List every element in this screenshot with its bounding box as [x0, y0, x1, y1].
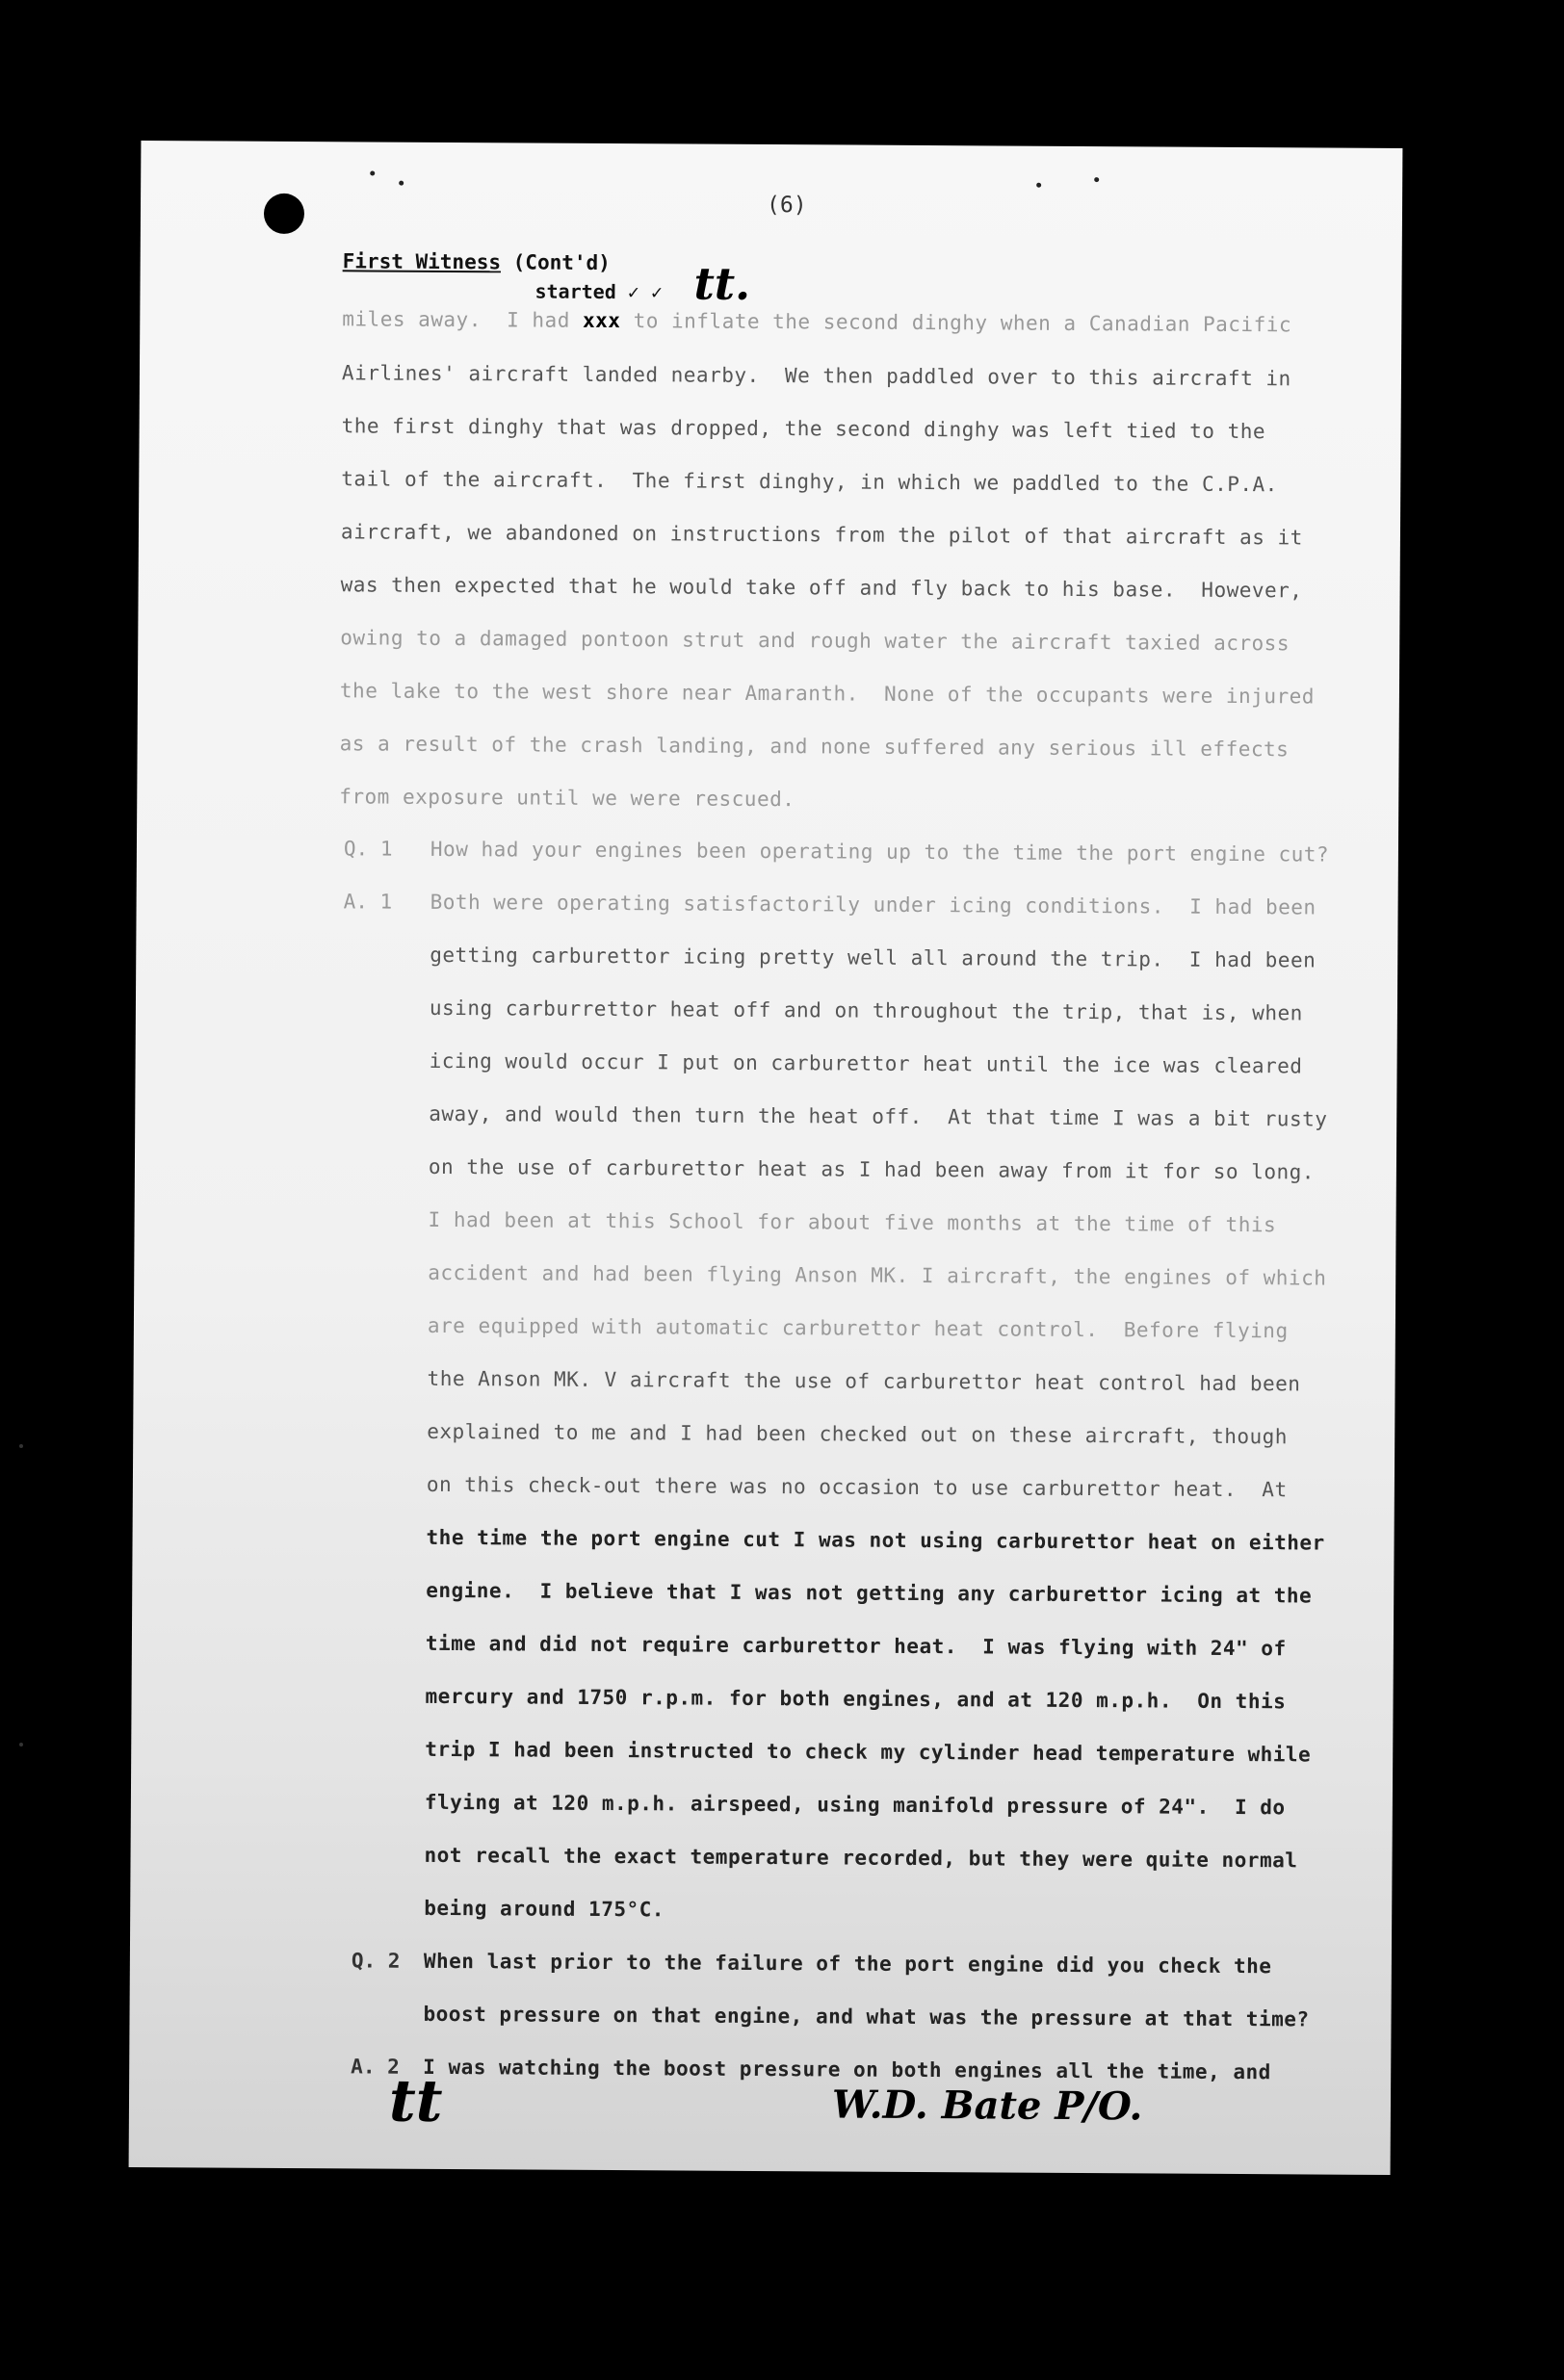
punch-hole — [264, 194, 304, 234]
a1-label: A. 1 — [343, 890, 393, 914]
a1-line: on the use of carburettor heat as I had been away from it for so long. — [428, 1154, 1316, 1184]
body-line-opening — [342, 307, 1291, 336]
a2-text: I was watching the boost pressure on both engines all the time, and — [423, 2055, 1271, 2084]
body-line: as a result of the crash landing, and none suffered any serious ill effects — [339, 732, 1290, 762]
heading-subtitle: (Cont'd) — [512, 250, 611, 274]
signature: W.D. Bate P/O. — [831, 2082, 1143, 2130]
a1-line: icing would occur I put on carburettor heat until the ice was cleared — [429, 1048, 1303, 1078]
a2-label: A. 2 — [351, 2055, 400, 2079]
a1-line: getting carburettor icing pretty well all around the trip. I had been — [430, 943, 1316, 972]
speck — [370, 170, 375, 175]
section-heading — [343, 249, 611, 274]
scan-speck — [19, 1743, 23, 1746]
body-line: the first dinghy that was dropped, the second dinghy was left tied to the — [341, 414, 1266, 444]
a1-line: on this check-out there was no occasion to use carburettor heat. At — [426, 1472, 1288, 1502]
a1-line: mercury and 1750 r.p.m. for both engines, and at 120 m.p.h. On this — [425, 1684, 1287, 1714]
page-number: (6) — [766, 192, 807, 219]
a1-line: flying at 120 m.p.h. airspeed, using manifold pressure of 24". I do — [424, 1790, 1286, 1820]
a1-line: using carburrettor heat off and on throughout the trip, that is, when — [429, 996, 1303, 1025]
a1-line: not recall the exact temperature recorded, but they were quite normal — [424, 1843, 1298, 1873]
a1-line: the Anson MK. V aircraft the use of carburettor heat control had been — [427, 1366, 1301, 1396]
q2-line: boost pressure on that engine, and what was the pressure at that time? — [423, 2002, 1310, 2031]
a1-line: explained to me and I had been checked out on these aircraft, though — [427, 1419, 1289, 1449]
a1-line: accident and had been flying Anson MK. I aircraft, the engines of which — [428, 1260, 1327, 1290]
a1-line: Both were operating satisfactorily under icing conditions. I had been — [430, 890, 1316, 919]
footer-initials: tt — [388, 2067, 443, 2135]
insertion-word: started — [534, 279, 616, 304]
heading-title: First Witness — [342, 249, 502, 274]
a1-line: engine. I believe that I was not getting any carburettor icing at the — [426, 1578, 1313, 1608]
q2-label: Q. 2 — [351, 1949, 401, 1973]
a1-line: the time the port engine cut I was not using carburettor heat on either — [426, 1525, 1325, 1555]
speck — [399, 181, 404, 186]
document-page — [129, 141, 1403, 2175]
q2-line: When last prior to the failure of the port engine did you check the — [423, 1949, 1272, 1979]
handwritten-insertion — [534, 280, 663, 304]
opening-after: to inflate the second dinghy when a Canadian Pacific — [620, 309, 1292, 337]
a1-line: away, and would then turn the heat off. At that time I was a bit rusty — [429, 1101, 1328, 1131]
opening-before: miles away. I had — [342, 307, 584, 332]
q1-label: Q. 1 — [343, 837, 393, 861]
speck — [1036, 183, 1041, 188]
body-line: aircraft, we abandoned on instructions from the pilot of that aircraft as it — [340, 520, 1303, 550]
a1-line: being around 175°C. — [424, 1896, 665, 1922]
body-line: Airlines' aircraft landed nearby. We then paddled over to this aircraft in — [341, 361, 1291, 391]
body-line: tail of the aircraft. The first dinghy, in which we paddled to the C.P.A. — [341, 467, 1278, 497]
body-line: the lake to the west shore near Amaranth. None of the occupants were injured — [339, 679, 1316, 709]
a1-line: trip I had been instructed to check my cylinder head temperature while — [425, 1737, 1312, 1767]
scan-speck — [19, 1444, 23, 1448]
a1-line: time and did not require carburettor heat. I was flying with 24" of — [425, 1631, 1287, 1661]
speck — [1094, 177, 1099, 182]
a1-line: are equipped with automatic carburettor heat control. Before flying — [427, 1313, 1289, 1343]
q1-text: How had your engines been operating up to the time the port engine cut? — [430, 837, 1330, 867]
body-line: from exposure until we were rescued. — [339, 785, 795, 812]
struck-out-text: xxx — [582, 308, 621, 333]
a1-line: I had been at this School for about five months at the time of this — [428, 1207, 1277, 1237]
handwritten-initials: tt. — [693, 257, 751, 310]
insertion-marks: ✓ ✓ — [627, 280, 664, 304]
body-line: owing to a damaged pontoon strut and rough water the aircraft taxied across — [340, 626, 1290, 656]
body-line: was then expected that he would take off and fly back to his base. However, — [340, 573, 1303, 603]
